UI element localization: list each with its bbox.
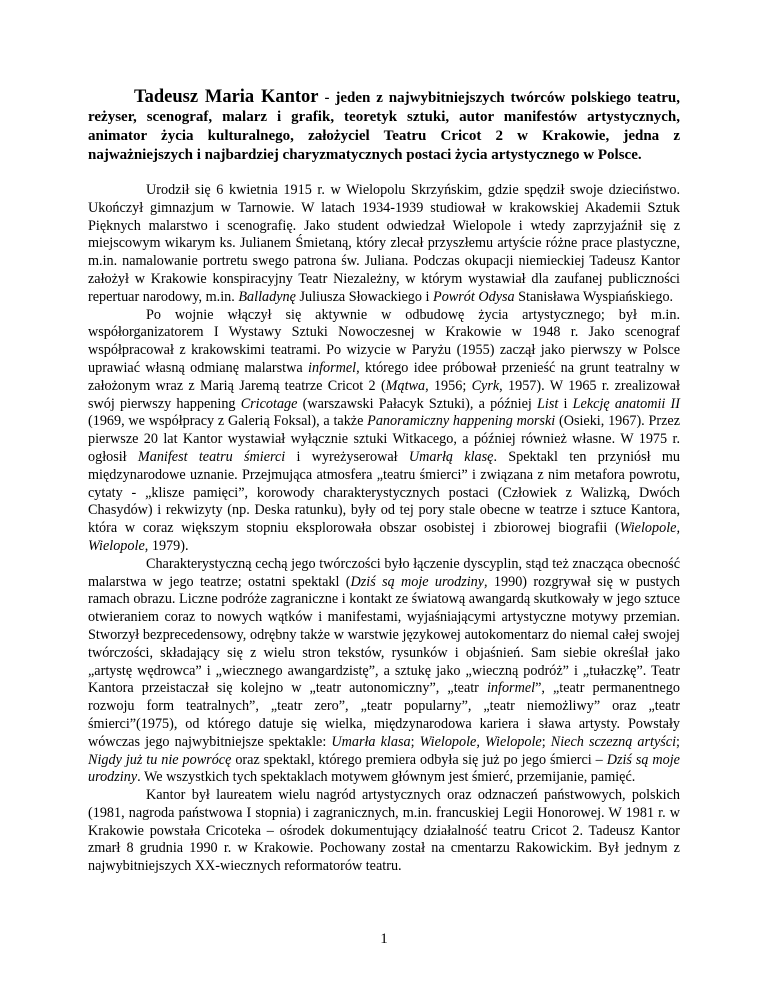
intro-paragraph xyxy=(88,88,680,165)
text-run: (Osieki, 1967). Przez pierwsze 20 lat Kantor wystawiał wyłącznie sztuki Witkacego, a później również własne. W 1975 r. ogłosił xyxy=(88,413,680,465)
title-run: Dziś są moje urodziny xyxy=(88,751,680,786)
title-run: Lekcję anatomii II xyxy=(572,395,680,412)
text-run: (warszawski Pałacyk Sztuki), a później xyxy=(297,395,538,412)
text-run: ; xyxy=(541,733,551,750)
paragraph-awards: Kantor był laureatem wielu nagród artystycznych oraz odznaczeń państwowych, polskich (1981, nagroda państwowa I stopnia) i zagranicznych, m.in. francuskiej Legii Honorowej. W 1981 r. w Krakowie powstała Cricoteka – ośrodek dokumentujący działalność teatru Cricot 2. Tadeusz Kantor zmarł 8 grudnia 1990 r. w Krakowie. Pochowany został na cmentarzu Rakowickim. Był jednym z najwybitniejszych XX-wiecznych reformatorów teatru. xyxy=(88,787,680,875)
person-name: Tadeusz Maria Kantor xyxy=(134,87,319,107)
page-number: 1 xyxy=(380,931,388,947)
paragraph-characteristics xyxy=(88,556,680,787)
text-run: i xyxy=(558,395,573,412)
title-run: informel xyxy=(486,680,536,697)
text-run: , 1956; xyxy=(425,377,472,394)
text-run: , 1979). xyxy=(144,537,189,554)
text-run: . We wszystkich tych spektaklach motywem głównym jest śmierć, przemijanie, pamięć. xyxy=(137,769,636,786)
title-run: Panoramiczny happening morski xyxy=(367,413,556,430)
text-run: ; xyxy=(676,733,680,750)
document-page xyxy=(88,88,680,876)
text-run: (1969, we współpracy z Galerią Foksal), a także xyxy=(88,413,368,430)
text-run: , 1990) rozgrywał się w pustych ramach obrazu. Liczne podróże zagraniczne i kontakt ze światową awangardą skutkowały w jego sztuce otwieraniem coraz to nowych wątków i manifestami, wyjaśniającymi artystyczne motywy przemian. Stworzył bezprecedensowy, odrębny także w warstwie językowej autokomentarz do niemal całej swojej twórczości, składający się z wielu stron tekstów, rysunków i objaśnień. Sam siebie określał jako „artystę wędrowca” i „wiecznego awangardzistę”, a sztukę jako „wieczną podróż” i „tułaczkę”. Teatr Kantora przeistaczał się kolejno w „teatr autonomiczny”, „teatr xyxy=(88,573,680,697)
paragraph-biography-early xyxy=(88,182,680,307)
paragraph-postwar xyxy=(88,307,680,556)
title-run: Mątwa xyxy=(385,377,426,394)
title-run: Manifest teatru śmierci xyxy=(137,448,286,465)
title-run: Cyrk xyxy=(471,377,500,394)
text-run: Stanisława Wyspiańskiego. xyxy=(514,288,674,305)
text-run: ”, „teatr permanentnego rozwoju form teatralnych”, „teatr zero”, „teatr popularny”, „teatr niemożliwy” oraz „teatr śmierci”(1975), od którego datuje się wielka, międzynarodowa kariera i sława artysty. Powstały wówczas jego najwybitniejsze spektakle: xyxy=(88,680,680,750)
title-run: Balladynę xyxy=(238,288,296,305)
text-run: oraz spektakl, którego premiera odbyła się już po jego śmierci – xyxy=(231,751,607,768)
title-run: Powrót Odysa xyxy=(433,288,515,305)
title-run: Niech sczezną artyści xyxy=(550,733,677,750)
text-run: Juliusza Słowackiego i xyxy=(295,288,434,305)
text-run: Urodził się 6 kwietnia 1915 r. w Wielopolu Skrzyńskim, gdzie spędził swoje dzieciństwo. Ukończył gimnazjum w Tarnowie. W latach 1934-1939 studiował w krakowskiej Akademii Sztuk Pięknych malarstwo i scenografię. Jako student odwiedzał Wielopole i wtedy zaprzyjaźnił się z miejscowym wikarym ks. Julianem Śmietaną, który zlecał przyszłemu artyście różne prace plastyczne, m.in. namalowanie portretu swego patrona św. Juliana. Podczas okupacji niemieckiej Tadeusz Kantor założył w Krakowie konspiracyjny Teatr Niezależny, w którym wystawiał dla zaufanej publiczności repertuar narodowy, m.in. xyxy=(88,182,680,305)
title-run: List xyxy=(537,395,559,412)
title-run: Umarłą klasę xyxy=(408,448,494,465)
title-run: informel xyxy=(308,359,357,376)
title-run: Dziś są moje urodziny xyxy=(350,573,485,590)
title-run: Cricotage xyxy=(240,395,298,412)
text-run: ; xyxy=(410,733,420,750)
intro-text: - jeden z najwybitniejszych twórców polskiego teatru, reżyser, scenograf, malarz i grafik, teoretyk sztuki, autor manifestów artystycznych, animator życia kulturalnego, założyciel Teatru Cricot 2 w Krakowie, jedna z najważniejszych i najbardziej charyzmatycznych postaci życia artystycznego w Polsce. xyxy=(88,90,680,163)
title-run: Wielopole, Wielopole xyxy=(419,733,542,750)
title-run: Wielopole, Wielopole xyxy=(88,520,680,554)
text-run: , którego idee próbował przenieść na grunt teatralny w założonym wraz z Marią Jaremą teatrze Cricot 2 ( xyxy=(88,359,680,394)
text-run: Charakterystyczną cechą jego twórczości było łączenie dyscyplin, stąd też znacząca obecność malarstwa w jego teatrze; ostatni spektakl ( xyxy=(88,555,680,590)
text-run: . Spektakl ten przyniósł mu międzynarodowe uznanie. Przejmująca atmosfera „teatru śmierci” i związana z nim metafora powrotu, cytaty - „klisze pamięci”, korowody charakterystycznych postaci (Człowiek z Walizką, Dwóch Chasydów) i rekwizyty (np. Deska ratunku), były od tej pory stale obecne w teatrze i sztuce Kantora, która w coraz większym stopniu eksplorowała obszar osobistej i zbiorowej biografii ( xyxy=(88,448,680,537)
text-run: Po wojnie włączył się aktywnie w odbudowę życia artystycznego; był m.in. współorganizatorem I Wystawy Sztuki Nowoczesnej w Krakowie w 1948 r. Jako scenograf współpracował z krakowskimi teatrami. Po wizycie w Paryżu (1955) zaczął jako pierwszy w Polsce uprawiać własną odmianę malarstwa xyxy=(88,306,680,376)
text-run: i wyreżyserował xyxy=(285,448,409,465)
title-run: Umarła klasa xyxy=(331,733,411,750)
title-run: Nigdy już tu nie powrócę xyxy=(88,751,232,768)
text-run: , 1957). W 1965 r. zrealizował swój pierwszy happening xyxy=(88,377,681,412)
